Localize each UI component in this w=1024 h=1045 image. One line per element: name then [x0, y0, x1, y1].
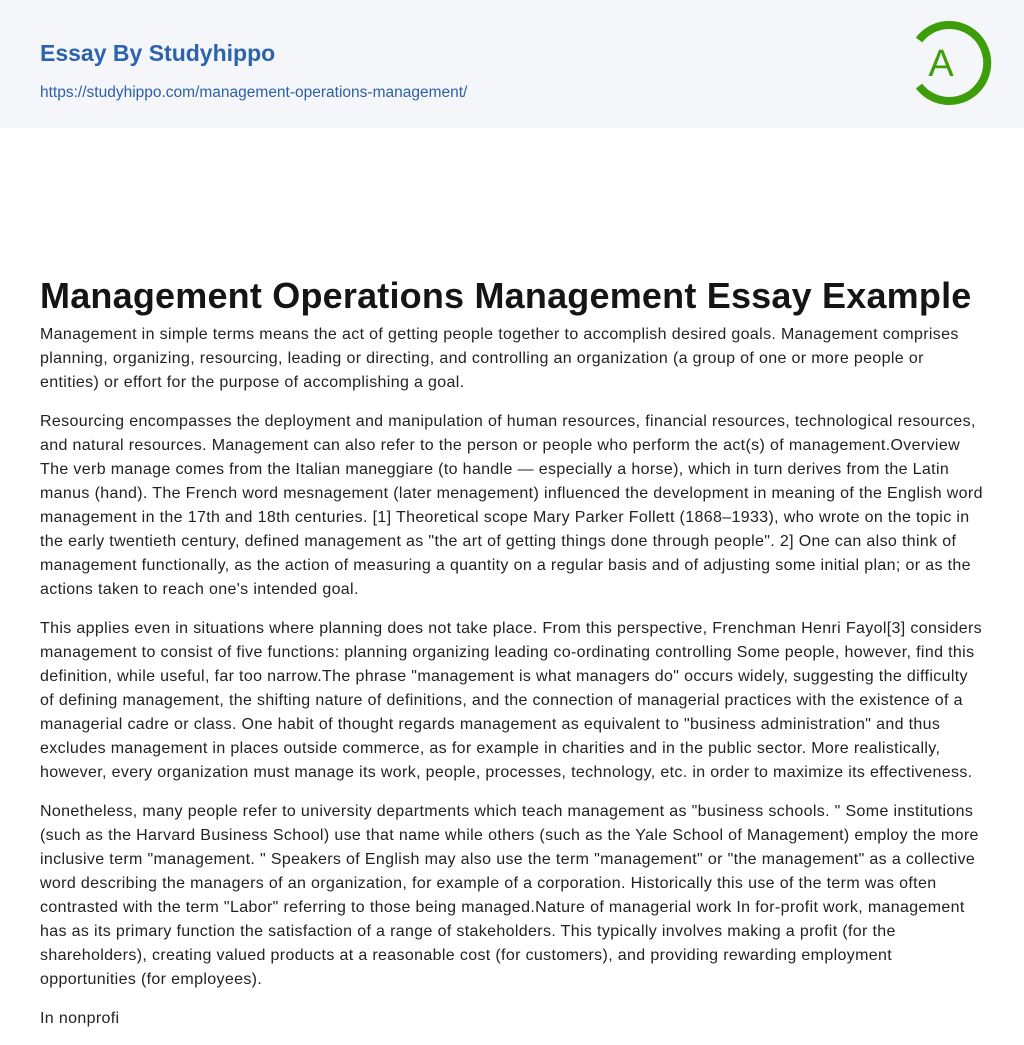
source-url-link[interactable]: https://studyhippo.com/management-operations-management/ — [40, 84, 468, 101]
page-title: Management Operations Management Essay Example — [40, 275, 972, 316]
studyhippo-logo-icon[interactable] — [905, 18, 995, 108]
essay-paragraph: Resourcing encompasses the deployment and manipulation of human resources, financial resources, technological resources, and natural resources. Management can also refer to the person or people who perform the act(s) of management.Overview The verb manage comes from the Italian maneggiare (to handle — especially a horse), which in turn derives from the Latin manus (hand). The French word mesnagement (later menagement) influenced the development in meaning of the English word management in the 17th and 18th centuries. [1] Theoretical scope Mary Parker Follett (1868–1933), who wrote on the topic in the early twentieth century, defined management as "the art of getting things done through people". 2] One can also think of management functionally, as the action of measuring a quantity on a regular basis and of adjusting some initial plan; or as the actions taken to reach one's intended goal. — [40, 413, 983, 598]
essay-paragraph: Management in simple terms means the act of getting people together to accomplish desired goals. Management comprises planning, organizing, resourcing, leading or directing, and controlling an organization (a group of one or more people or entities) or effort for the purpose of accomplishing a goal. — [40, 326, 959, 391]
brand-title: Essay By Studyhippo — [40, 40, 276, 66]
essay-paragraph: Nonetheless, many people refer to university departments which teach management as "business schools. " Some institutions (such as the Harvard Business School) use that name while others (such as the Yale School of Management) employ the more inclusive term "management. " Speakers of English may also use the term "management" or "the management" as a collective word describing the managers of an organization, for example of a corporation. Historically this use of the term was often contrasted with the term "Labor" referring to those being managed.Nature of managerial work In for-profit work, management has as its primary function the satisfaction of a range of stakeholders. This typically involves making a profit (for the shareholders), creating valued products at a reasonable cost (for customers), and providing rewarding employment opportunities (for employees). — [40, 803, 979, 988]
essay-body — [0, 313, 1024, 1031]
essay-paragraph: This applies even in situations where planning does not take place. From this perspective, Frenchman Henri Fayol[3] considers management to consist of five functions: planning organizing leading co-ordinating controlling Some people, however, find this definition, while useful, far too narrow.The phrase "management is what managers do" occurs widely, suggesting the difficulty of defining management, the shifting nature of definitions, and the connection of managerial practices with the existence of a managerial cadre or class. One habit of thought regards management as equivalent to "business administration" and thus excludes management in places outside commerce, as for example in charities and in the public sector. More realistically, however, every organization must manage its work, people, processes, technology, etc. in order to maximize its effectiveness. — [40, 620, 982, 781]
svg-text:A: A — [928, 43, 954, 85]
site-header — [0, 0, 1024, 128]
essay-paragraph: In nonprofi — [40, 1010, 120, 1027]
